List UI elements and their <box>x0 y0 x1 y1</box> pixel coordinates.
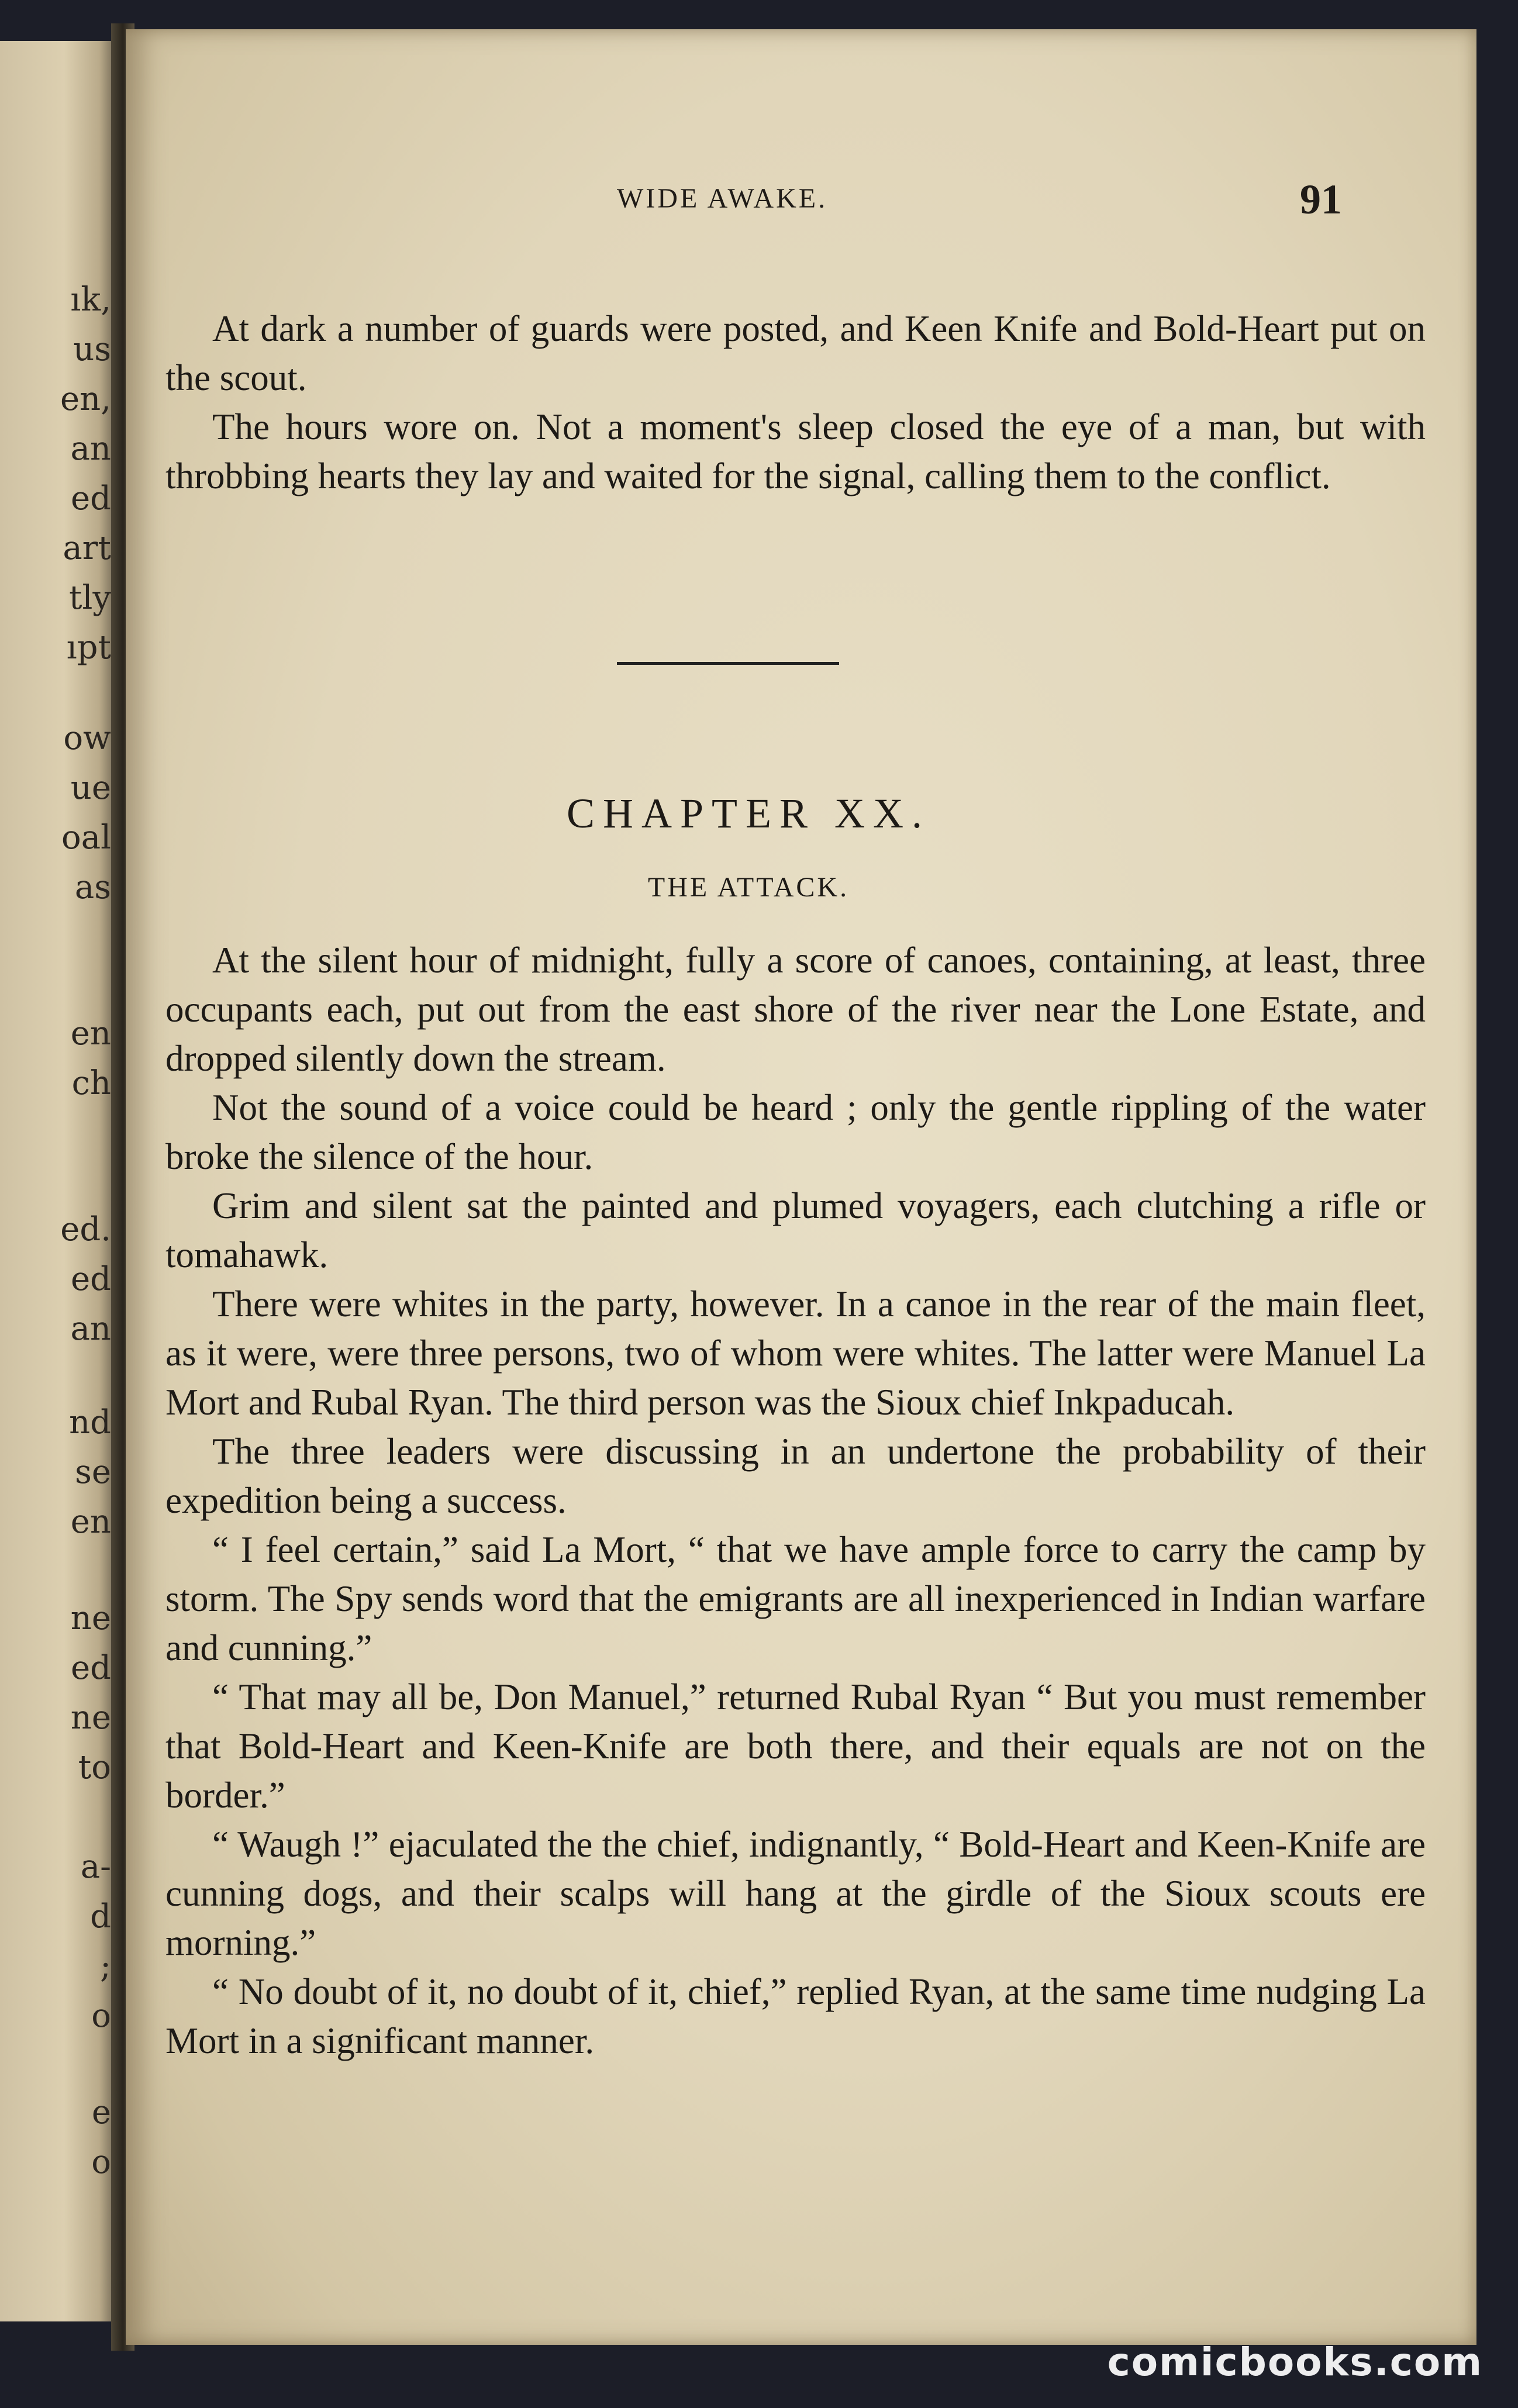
left-page-fragment: ow <box>63 719 111 757</box>
left-page-fragment: e <box>91 2093 111 2131</box>
chapter-subtitle: THE ATTACK. <box>647 872 850 903</box>
chapter-body <box>165 936 1426 2065</box>
previous-chapter-ending <box>165 304 1426 501</box>
left-page-fragment: en <box>70 1015 111 1053</box>
left-page-fragment: ıpt <box>66 629 111 667</box>
paragraph: Not the sound of a voice could be heard ; only the gentle rippling of the water broke the silence of the hour. <box>165 1087 1426 1177</box>
left-page-fragment: o <box>91 1997 111 2035</box>
left-page-fragment: ne <box>70 1599 111 1637</box>
running-head-title: WIDE AWAKE. <box>617 183 828 214</box>
left-page-fragment: ed <box>71 1649 111 1687</box>
left-facing-page <box>0 41 117 2321</box>
paragraph: “ I feel certain,” said La Mort, “ that we have ample force to carry the camp by storm. The Spy sends word that the emigrants are all inexperienced in Indian warfare and cunning.” <box>165 1529 1426 1668</box>
running-head <box>126 175 1476 222</box>
left-page-fragment: ed <box>71 1260 111 1298</box>
left-page-fragment: en, <box>60 380 111 418</box>
left-page-fragment: ; <box>100 1947 111 1985</box>
paragraph: The hours wore on. Not a moment's sleep closed the eye of a man, but with throbbing hearts they lay and waited for the signal, calling them to the conflict. <box>165 406 1426 496</box>
left-page-fragment: an <box>70 430 111 468</box>
left-page-fragment: us <box>73 330 111 368</box>
left-page-fragment: nd <box>69 1403 111 1441</box>
left-page-fragment: art <box>63 529 111 567</box>
chapter-heading: CHAPTER XX. <box>566 790 931 837</box>
left-page-fragment: ue <box>70 769 111 807</box>
left-page-fragment: ed <box>71 479 111 518</box>
left-page-fragment: en <box>70 1503 111 1541</box>
paragraph: Grim and silent sat the painted and plumed voyagers, each clutching a rifle or tomahawk. <box>165 1185 1426 1275</box>
left-page-fragment: ık, <box>70 281 111 319</box>
left-page-fragment: ch <box>71 1064 111 1102</box>
paragraph: “ Waugh !” ejaculated the the chief, indignantly, “ Bold-Heart and Keen-Knife are cunning dogs, and their scalps will hang at the girdle of the Sioux scouts ere morning.” <box>165 1824 1426 1963</box>
section-divider-rule <box>617 662 839 665</box>
page-number: 91 <box>1300 176 1342 223</box>
left-page-fragment: ed. <box>60 1210 111 1248</box>
left-page-fragment: d <box>90 1898 111 1936</box>
paragraph: “ That may all be, Don Manuel,” returned Rubal Ryan “ But you must remember that Bold-Heart and Keen-Knife are both there, and their equals are not on the border.” <box>165 1676 1426 1816</box>
watermark: comicbooks.com <box>1107 2340 1483 2385</box>
left-page-fragment: an <box>70 1310 111 1348</box>
left-page-fragment: to <box>78 1748 111 1786</box>
paragraph: “ No doubt of it, no doubt of it, chief,” replied Ryan, at the same time nudging La Mort in a significant manner. <box>165 1971 1426 2061</box>
paragraph: There were whites in the party, however. In a canoe in the rear of the main fleet, as it were, were three persons, two of whom were whites. The latter were Manuel La Mort and Rubal Ryan. The third person was the Sioux chief Inkpaducah. <box>165 1284 1426 1423</box>
left-page-fragment: se <box>75 1453 111 1491</box>
paragraph: The three leaders were discussing in an undertone the probability of their expedition being a success. <box>165 1431 1426 1521</box>
left-page-fragment: tly <box>68 579 111 617</box>
left-page-fragment: oal <box>61 819 111 857</box>
right-page <box>126 29 1476 2345</box>
left-page-fragment: a- <box>80 1848 111 1886</box>
left-page-fragment: o <box>91 2143 111 2181</box>
paragraph: At dark a number of guards were posted, and Keen Knife and Bold-Heart put on the scout. <box>165 308 1426 398</box>
paragraph: At the silent hour of midnight, fully a score of canoes, containing, at least, three occupants each, put out from the east shore of the river near the Lone Estate, and dropped silently down the stream. <box>165 940 1426 1079</box>
left-page-fragment: ne <box>70 1699 111 1737</box>
left-page-fragment: as <box>74 868 111 906</box>
